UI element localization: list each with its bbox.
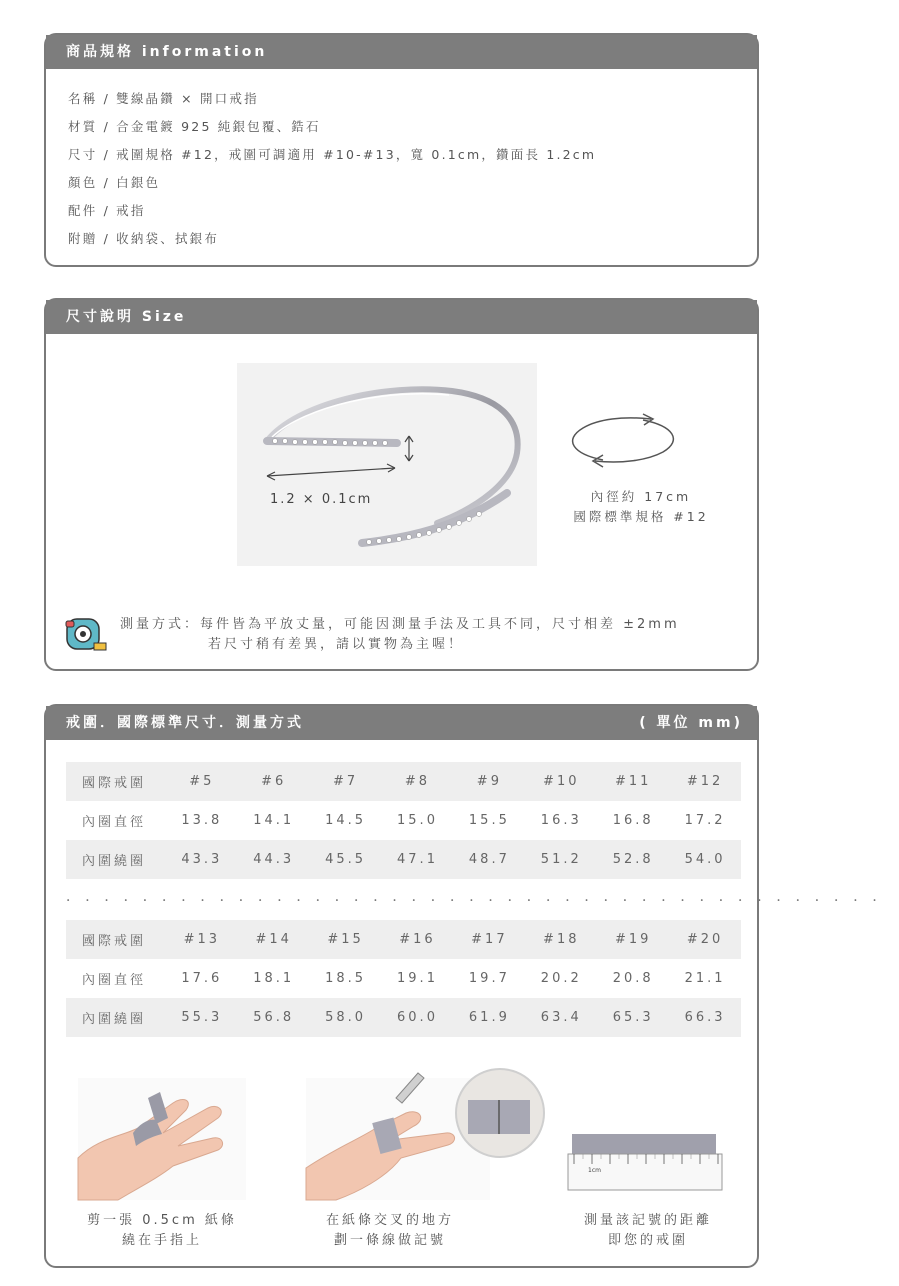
spec-color: 顏色 / 白銀色 <box>68 175 161 190</box>
size-cell: #14 <box>255 932 292 947</box>
step-1-line-1: 剪一張 0.5cm 紙條 <box>87 1213 237 1228</box>
diameter-cell: 14.5 <box>325 813 367 828</box>
size-header: 尺寸說明 Size <box>46 300 757 334</box>
size-cell: #20 <box>686 932 724 947</box>
diameter-cell: 15.0 <box>397 813 438 828</box>
ring-photo <box>237 363 537 566</box>
diameter-cell: 13.8 <box>181 813 223 828</box>
measure-text <box>120 615 680 655</box>
step-caption <box>62 1211 262 1251</box>
size-cell: #19 <box>614 932 652 947</box>
size-cell: #18 <box>543 932 580 947</box>
spec-list <box>46 69 757 253</box>
step-wrap-paper <box>78 1078 246 1248</box>
size-cell: #12 <box>686 774 724 789</box>
table-row <box>66 920 741 959</box>
diameter-cell: 16.3 <box>540 813 582 828</box>
step-2-line-1: 在紙條交叉的地方 <box>325 1213 454 1228</box>
spec-accessory: 配件 / 戒指 <box>68 203 146 218</box>
circumference-cell: 63.4 <box>540 1010 582 1025</box>
row-label: 內圈直徑 <box>82 815 147 830</box>
circumference-cell: 65.3 <box>612 1010 654 1025</box>
circumference-cell: 48.7 <box>468 852 510 867</box>
size-cell: #9 <box>476 774 502 789</box>
size-cell: #10 <box>543 774 580 789</box>
circumference-cell: 47.1 <box>397 852 438 867</box>
size-cell: #17 <box>471 932 508 947</box>
diameter-cell: 14.1 <box>253 813 295 828</box>
rotation-arrows-icon <box>563 410 683 470</box>
step-2-line-2: 劃一條線做記號 <box>333 1233 446 1248</box>
circumference-cell: 52.8 <box>612 852 654 867</box>
size-cell: #11 <box>614 774 652 789</box>
size-cell: #5 <box>189 774 215 789</box>
diameter-cell: 18.1 <box>253 971 295 986</box>
size-panel <box>44 298 759 671</box>
size-cell: #8 <box>404 774 431 789</box>
diameter-cell: 20.8 <box>612 971 654 986</box>
table-row <box>66 959 741 998</box>
circumference-cell: 43.3 <box>181 852 223 867</box>
unit-label: ( 單位 mm) <box>639 715 743 731</box>
tape-measure-icon <box>64 615 108 655</box>
step-3-line-1: 測量該記號的距離 <box>583 1213 712 1228</box>
size-cell: #16 <box>399 932 436 947</box>
step-mark-paper <box>306 1078 546 1248</box>
circumference-cell: 44.3 <box>253 852 295 867</box>
inner-diameter-text: 內徑約 17cm <box>590 489 692 504</box>
diameter-cell: 17.2 <box>684 813 726 828</box>
table-row <box>66 801 741 840</box>
step-caption <box>548 1211 748 1251</box>
ring-size-header <box>46 706 757 740</box>
step-3-line-2: 即您的戒圍 <box>607 1233 688 1248</box>
circumference-cell: 60.0 <box>397 1010 438 1025</box>
table-row <box>66 998 741 1037</box>
step-1-line-2: 繞在手指上 <box>121 1233 202 1248</box>
size-note <box>546 487 736 527</box>
row-label: 國際戒圍 <box>82 934 147 949</box>
circumference-cell: 55.3 <box>181 1010 223 1025</box>
spec-size: 尺寸 / 戒圍規格 #12，戒圍可調適用 #10-#13，寬 0.1cm，鑽面長 1.2cm <box>68 147 597 162</box>
size-cell: #15 <box>327 932 364 947</box>
size-cell: #6 <box>261 774 287 789</box>
step-measure <box>566 1078 726 1248</box>
circumference-cell: 56.8 <box>253 1010 295 1025</box>
step-caption <box>290 1211 490 1251</box>
circumference-cell: 51.2 <box>540 852 582 867</box>
size-table-2 <box>66 920 741 1037</box>
spec-panel <box>44 33 759 267</box>
measure-line-2: 若尺寸稍有差異，請以實物為主喔！ <box>208 637 465 652</box>
standard-size-text: 國際標準規格 #12 <box>573 509 709 524</box>
circumference-cell: 66.3 <box>684 1010 726 1025</box>
row-label: 國際戒圍 <box>82 776 147 791</box>
hand-with-paper-strip-image <box>78 1078 246 1200</box>
circumference-cell: 61.9 <box>468 1010 510 1025</box>
ruler-cm-label: 1cm <box>588 1167 601 1174</box>
diameter-cell: 16.8 <box>612 813 654 828</box>
ruler-image <box>566 1078 726 1200</box>
hand-marking-image <box>306 1078 546 1200</box>
row-label: 內圍繞圈 <box>82 854 147 869</box>
diameter-cell: 17.6 <box>181 971 223 986</box>
circumference-cell: 45.5 <box>325 852 367 867</box>
diameter-cell: 21.1 <box>684 971 726 986</box>
spec-gift: 附贈 / 收納袋、拭銀布 <box>68 231 220 246</box>
spec-material: 材質 / 合金電鍍 925 純銀包覆、鋯石 <box>68 119 321 134</box>
size-cell: #7 <box>333 774 359 789</box>
circumference-cell: 58.0 <box>325 1010 367 1025</box>
ring-size-title: 戒圍．國際標準尺寸．測量方式 <box>66 715 304 731</box>
diameter-cell: 20.2 <box>540 971 582 986</box>
size-table-1 <box>66 762 741 879</box>
diameter-cell: 19.7 <box>468 971 510 986</box>
size-cell: #13 <box>183 932 221 947</box>
spec-name: 名稱 / 雙線晶鑽 × 開口戒指 <box>68 91 259 106</box>
ring-dimension-label: 1.2 × 0.1cm <box>270 492 373 507</box>
table-row <box>66 762 741 801</box>
circumference-cell: 54.0 <box>684 852 726 867</box>
dotted-separator: ．．．．．．．．．．．．．．．．．．．．．．．．．．．．．．．．．．．．．．．．．．． <box>66 889 899 905</box>
measure-line-1: 測量方式：每件皆為平放丈量，可能因測量手法及工具不同，尺寸相差 ±2mm <box>120 617 680 632</box>
diameter-cell: 18.5 <box>325 971 367 986</box>
diameter-cell: 15.5 <box>468 813 510 828</box>
table-row <box>66 840 741 879</box>
diameter-cell: 19.1 <box>397 971 438 986</box>
row-label: 內圈直徑 <box>82 973 147 988</box>
ring-size-panel <box>44 704 899 1268</box>
spec-header: 商品規格 information <box>46 35 757 69</box>
row-label: 內圍繞圈 <box>82 1012 147 1027</box>
